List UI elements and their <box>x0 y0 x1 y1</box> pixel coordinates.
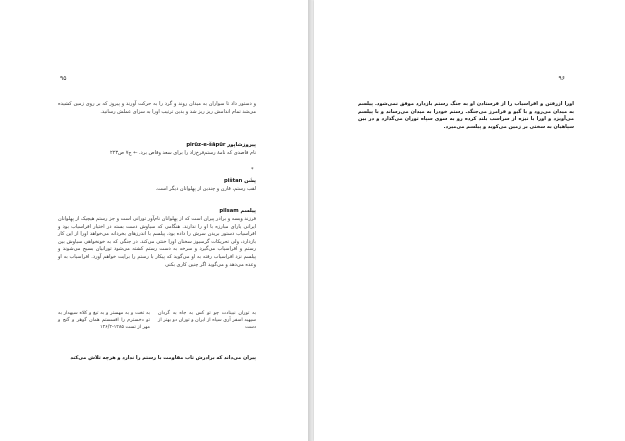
closing-line: پیران می‌داند که برادرش تاب مقاومت با رستم را ندارد و هرچه تلاش می‌کند <box>70 355 256 361</box>
entry-body-pishtan: لقب رستم، قارن و چندین از پهلوانان دیگر است. <box>155 186 256 192</box>
verse-right-column: به توران نبینادت چو تو کس به جاه به گردان سپهبد اسفر آری سپاه از ایران و توران دو بهتر از دست <box>158 311 256 330</box>
entry-body-pirooz-shapur: نام قاصدی که نامهٔ رستم‌فرخ‌زاد را برای سعد وقاص برد. ← ج۷ ص۲۲۳ <box>109 150 256 156</box>
verse-left-column: به تخت و به مهستر و به تیغ و کلاه سپهدار به تو دخسترم را افسستم همان گوهر و گنج و مهر از تست ۱۲۸۵-۱۲۶/۲ <box>58 311 150 330</box>
entry-heading-pirooz-shapur: پیروزشاپور pirūz-e-šāpūr <box>186 142 256 148</box>
right-page <box>314 0 625 441</box>
entry-body-pilsam: فرزند ویسه و برادر پیران است که از پهلوانان نام‌آور تورانی است و جز رستم هیچیک از پهلوانان ایرانی یارای مبارزه با او را ندارند. هنگامی که سیاوش دست بسته در اختیار افراسیاب بود و افراسیاب دستور بریدن سرش را داده بود، پیلسم با اندرزهای بخردانه می‌خواهد اورا از این کار بازدارد، ولی تحریکات گرسیوز سخنان اورا خنثی می‌کند. در جنگی که به خونخواهی سیاوش بین رستم و افراسیاب می‌گیرد و سرخه به دست رستم کشته می‌شود تورانیان بسیج می‌شوند و پیلسم نزد افراسیاب رفته به او می‌گوید که پیکار با رستم را برایت خواهم آورد. افراسیاب به او وعده می‌دهد و می‌گوید اگر چنین کاری بکنی <box>58 216 256 268</box>
left-page-number: ۹۵ <box>60 75 67 82</box>
entry-asterisk: * <box>251 167 254 173</box>
right-page-number: ۹۶ <box>558 75 565 82</box>
entry-heading-pishtan: پشَن pištan <box>224 178 256 184</box>
right-page-paragraph: اورا ازرفتن و افراسیاب را از فرستادن او به جنگ رستم بازدارد موفق نمی‌شود. پیلسم به میدان می‌رود و با گیو و فرامرز می‌جنگد. رستم خودرا به میدان می‌رساند و با پیلسم می‌آویزد و اورا با نیزه از سراسب بلند کرده رو به سوی سپاه توران می‌گذارد و در بین سپاهیان به سختی بر زمین می‌کوبد و پیلسم می‌میرد. <box>358 101 574 130</box>
intro-paragraph: و دستور داد تا سواران به میدان روند و گرد را به حرکت آورند و پیروز که بر روی زمین کشیده می‌شد تمام اندامش ریز ریز شد و بدین ترتیب اورا به سزای عملش رسانید. <box>58 101 256 115</box>
left-page <box>0 0 308 441</box>
entry-heading-pilsam: پیلسم pilsam <box>219 208 256 214</box>
